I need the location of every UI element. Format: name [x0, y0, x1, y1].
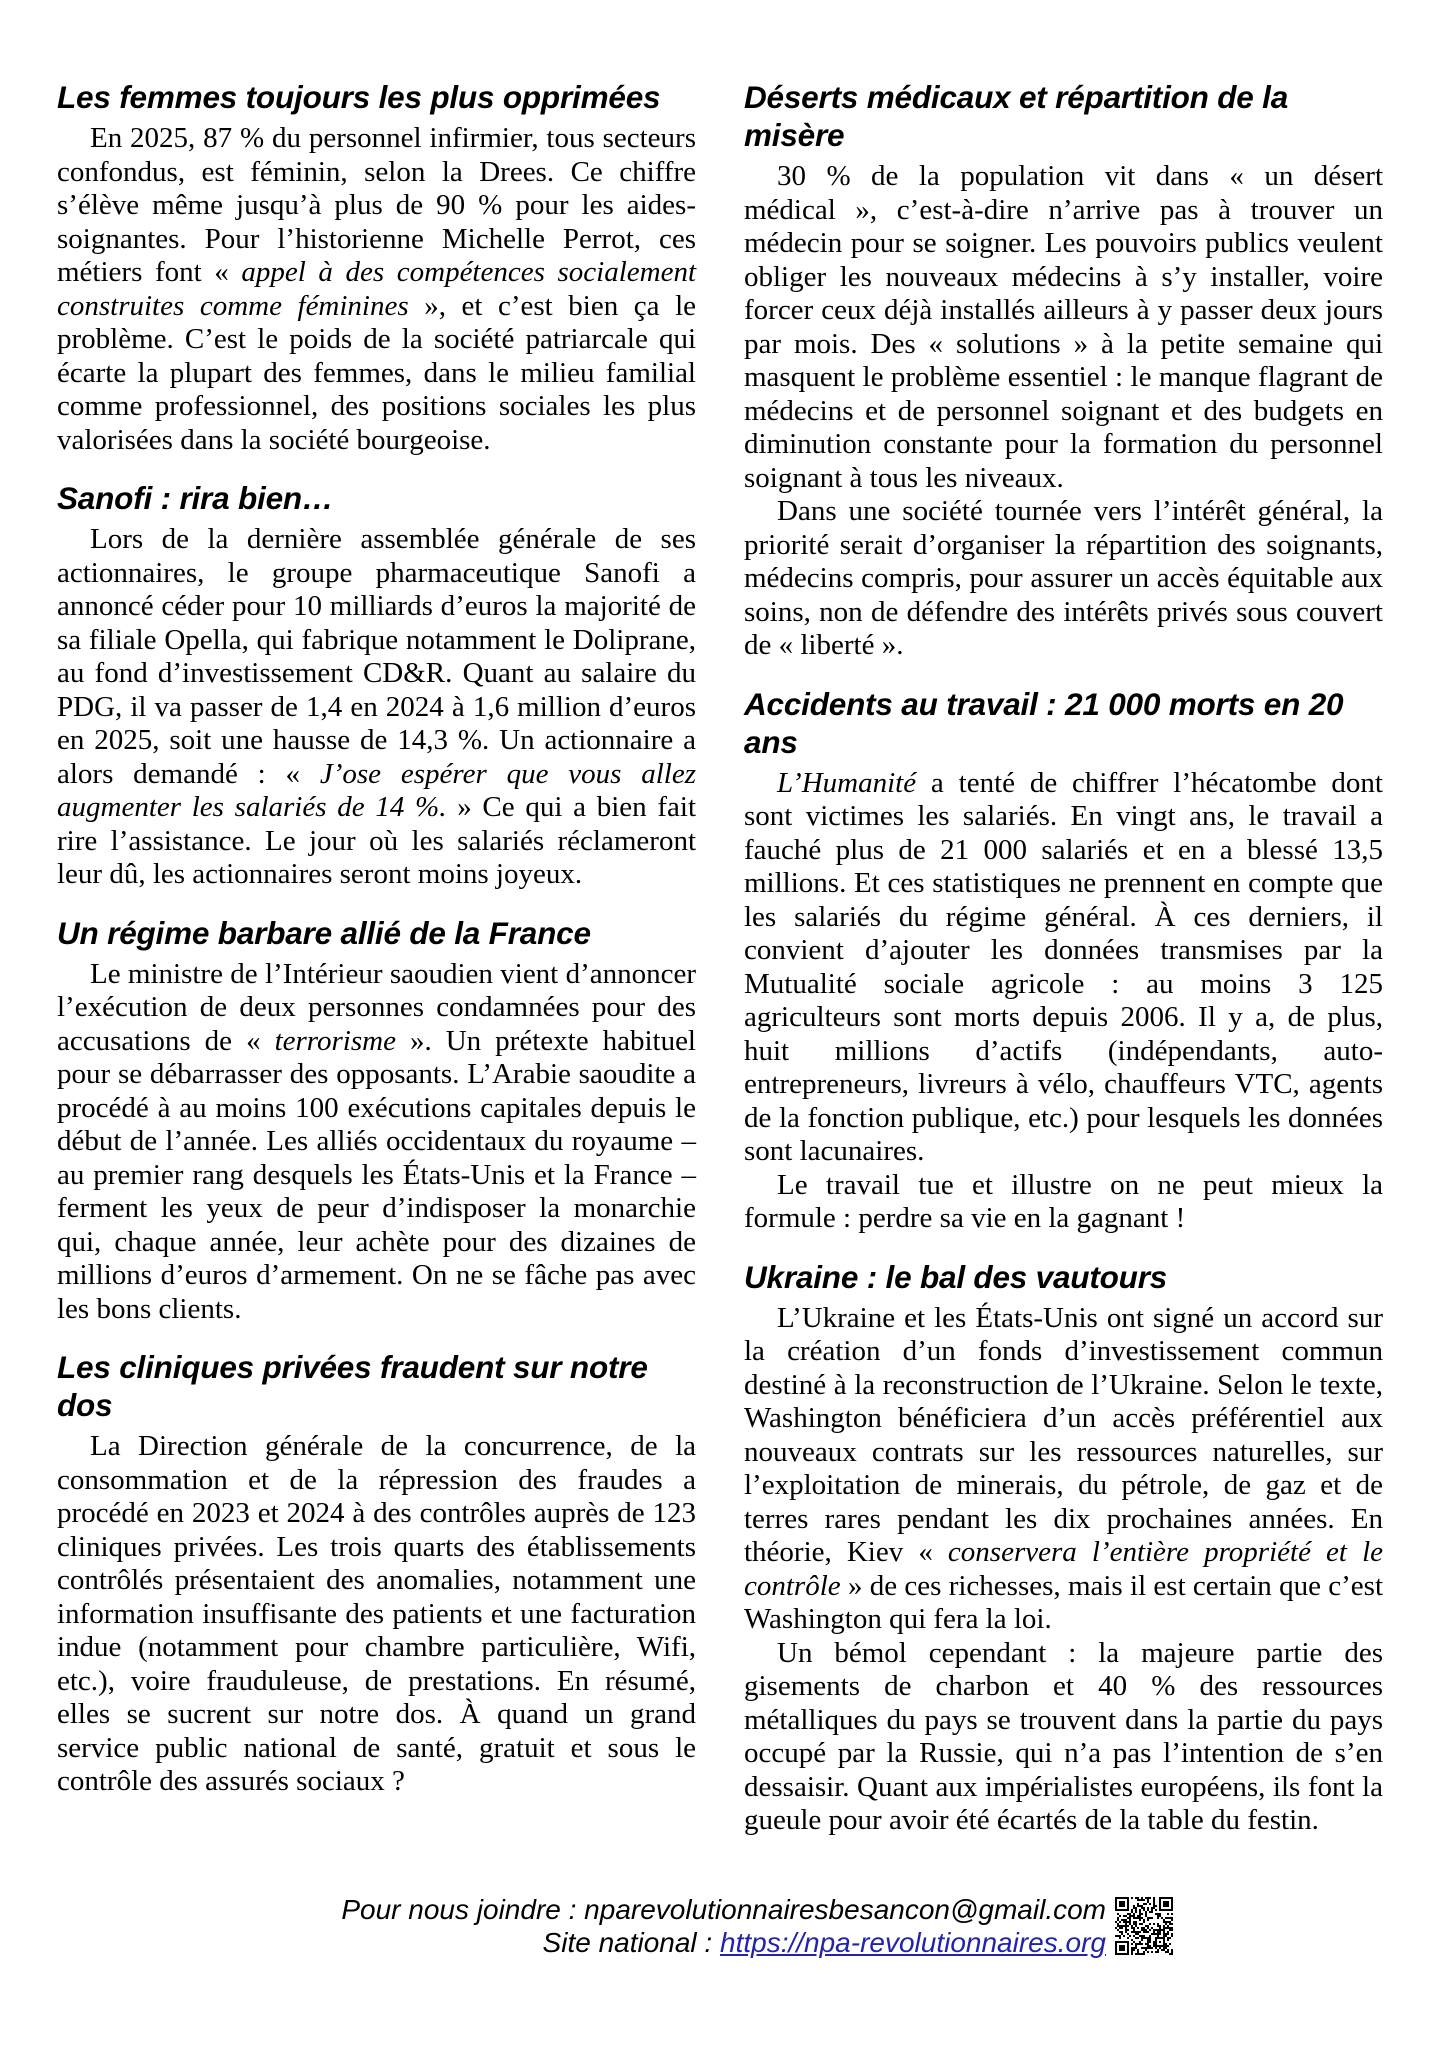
paragraph: [744, 1169, 1383, 1236]
italic-text-segment: J’ose espérer que vous allez augmenter les salariés de 14 %.: [57, 757, 696, 823]
section-heading: Déserts médicaux et répartition de la misère: [744, 79, 1289, 153]
contact-label: Pour nous joindre :: [341, 1894, 585, 1925]
italic-text-segment: terrorisme: [274, 1024, 396, 1057]
paragraph: [744, 1637, 1383, 1838]
text-segment: La Direction générale de la concurrence, de la consommation et de la répression des fraudes a procédé en 2023 et 2024 à des contrôles auprès de 123 cliniques privées. Les trois quarts des établissements contrôlés présentaient des anomalies, notamment une information insuffisante des patients et une facturation indue (notamment pour chambre particulière, Wifi, etc.), voire frauduleuse, de prestations. En résumé, elles se sucrent sur notre dos. À quand un grand service public national de santé, gratuit et sous le contrôle des assurés sociaux ?: [57, 1430, 696, 1797]
site-label: Site national :: [542, 1927, 720, 1958]
text-segment: », et c’est bien ça le problème. C’est le poids de la société patriarcale qui écarte la plupart des femmes, dans le milieu familial comme professionnel, des positions sociales les plus valorisées dans la société bourgeoise.: [57, 289, 696, 456]
section-heading: Ukraine : le bal des vautours: [744, 1258, 1168, 1295]
paragraph: [744, 767, 1383, 1169]
section-heading: Un régime barbare allié de la France: [57, 914, 591, 951]
text-segment: En 2025, 87 % du personnel infirmier, tous secteurs confondus, est féminin, selon la Drees. Ce chiffre s’élève même jusqu’à plus de 90 % pour les aides-soignantes. Pour l’historienne Michelle Perrot, ces métiers font «: [57, 122, 696, 288]
italic-text-segment: conservera l’entière propriété et le contrôle: [744, 1536, 1383, 1602]
text-segment: Lors de la dernière assemblée générale de ses actionnaires, le groupe pharmaceutique Sanofi a annoncé céder pour 10 milliards d’euros la majorité de sa filiale Opella, qui fabrique notamment le Doliprane, au fond d’investissement CD&R. Quant au salaire du PDG, il va passer de 1,4 en 2024 à 1,6 million d’euros en 2025, soit une hausse de 14,3 %. Un actionnaire a alors demandé : «: [57, 523, 696, 790]
text-segment: » de ces richesses, mais il est certain que c’est Washington qui fera la loi.: [744, 1569, 1383, 1635]
paragraph: [744, 495, 1383, 663]
contact-line: [341, 1893, 1106, 1926]
contact-email: nparevolutionnairesbesancon@gmail.com: [584, 1894, 1106, 1925]
italic-text-segment: appel à des compétences socialement construites comme féminines: [57, 256, 697, 322]
section-heading: Accidents au travail : 21 000 morts en 20 ans: [744, 685, 1344, 760]
paragraph: [744, 1302, 1383, 1637]
paragraph: [57, 1430, 696, 1799]
section-heading: Les femmes toujours les plus opprimées: [57, 79, 661, 115]
footer: [341, 1893, 1173, 1959]
italic-text-segment: L’Humanité: [777, 766, 917, 799]
site-link[interactable]: https://npa-revolutionnaires.org: [720, 1927, 1106, 1958]
text-segment: 30 % de la population vit dans « un désert médical », c’est-à-dire n’arrive pas à trouver un médecin pour se soigner. Les pouvoirs publics veulent obliger les nouveaux médecins à s’y installer, voire forcer ceux déjà installés ailleurs à y passer deux jours par mois. Des « solutions » à la petite semaine qui masquent le problème essentiel : le manque flagrant de médecins et de personnel soignant et des budgets en diminution constante pour la formation du personnel soignant à tous les niveaux.: [744, 160, 1383, 494]
section-heading: Les cliniques privées fraudent sur notre dos: [57, 1349, 648, 1423]
two-column-layout: [57, 78, 1383, 1838]
qr-code-icon: [1115, 1897, 1173, 1955]
paragraph: [57, 523, 696, 892]
text-segment: Le travail tue et illustre on ne peut mieux la formule : perdre sa vie en la gagnant !: [744, 1168, 1383, 1234]
text-segment: Dans une société tournée vers l’intérêt général, la priorité serait d’organiser la répartition des soignants, médecins compris, pour assurer un accès équitable aux soins, non de défendre des intérêts privés sous couvert de « liberté ».: [744, 495, 1383, 661]
text-segment: ». Un prétexte habituel pour se débarrasser des opposants. L’Arabie saoudite a procédé à au moins 100 exécutions capitales depuis le début de l’année. Les alliés occidentaux du royaume – au premier rang desquels les États-Unis et la France – ferment les yeux de peur d’indisposer la monarchie qui, chaque année, leur achète pour des dizaines de millions d’euros d’armement. On ne se fâche pas avec les bons clients.: [57, 1024, 696, 1325]
text-segment: L’Ukraine et les États-Unis ont signé un accord sur la création d’un fonds d’investissement commun destiné à la reconstruction de l’Ukraine. Selon le texte, Washington bénéficiera d’un accès préférentiel aux nouveaux contrats sur les ressources naturelles, sur l’exploitation de minerais, du pétrole, de gaz et de terres rares pendant les dix prochaines années. En théorie, Kiev «: [744, 1301, 1383, 1568]
site-line: [341, 1926, 1106, 1959]
text-segment: Le ministre de l’Intérieur saoudien vient d’annoncer l’exécution de deux personnes condamnées pour des accusations de «: [57, 957, 696, 1057]
section-heading: Sanofi : rira bien…: [57, 480, 334, 516]
paragraph: [57, 122, 696, 457]
paragraph: [57, 958, 696, 1327]
footer-contact-block: [341, 1893, 1106, 1959]
left-column: [57, 78, 696, 1799]
text-segment: » Ce qui a bien fait rire l’assistance. Le jour où les salariés réclameront leur dû, les actionnaires seront moins joyeux.: [57, 791, 696, 890]
right-column: [744, 78, 1383, 1838]
text-segment: a tenté de chiffrer l’hécatombe dont sont victimes les salariés. En vingt ans, le travail a fauché plus de 21 000 salariés et en a blessé 13,5 millions. Et ces statistiques ne prennent en compte que les salariés du régime général. À ces derniers, il convient d’ajouter les données transmises par la Mutualité sociale agricole : au moins 3 125 agriculteurs sont morts depuis 2006. Il y a, de plus, huit millions d’actifs (indépendants, auto-entrepreneurs, livreurs à vélo, chauffeurs VTC, agents de la fonction publique, etc.) pour lesquels les données sont lacunaires.: [744, 766, 1383, 1167]
text-segment: Un bémol cependant : la majeure partie des gisements de charbon et 40 % des ressources métalliques du pays se trouvent dans la partie du pays occupé par la Russie, qui n’a pas l’intention de s’en dessaisir. Quant aux impérialistes européens, ils font la gueule pour avoir été écartés de la table du festin.: [744, 1636, 1383, 1836]
paragraph: [744, 160, 1383, 495]
